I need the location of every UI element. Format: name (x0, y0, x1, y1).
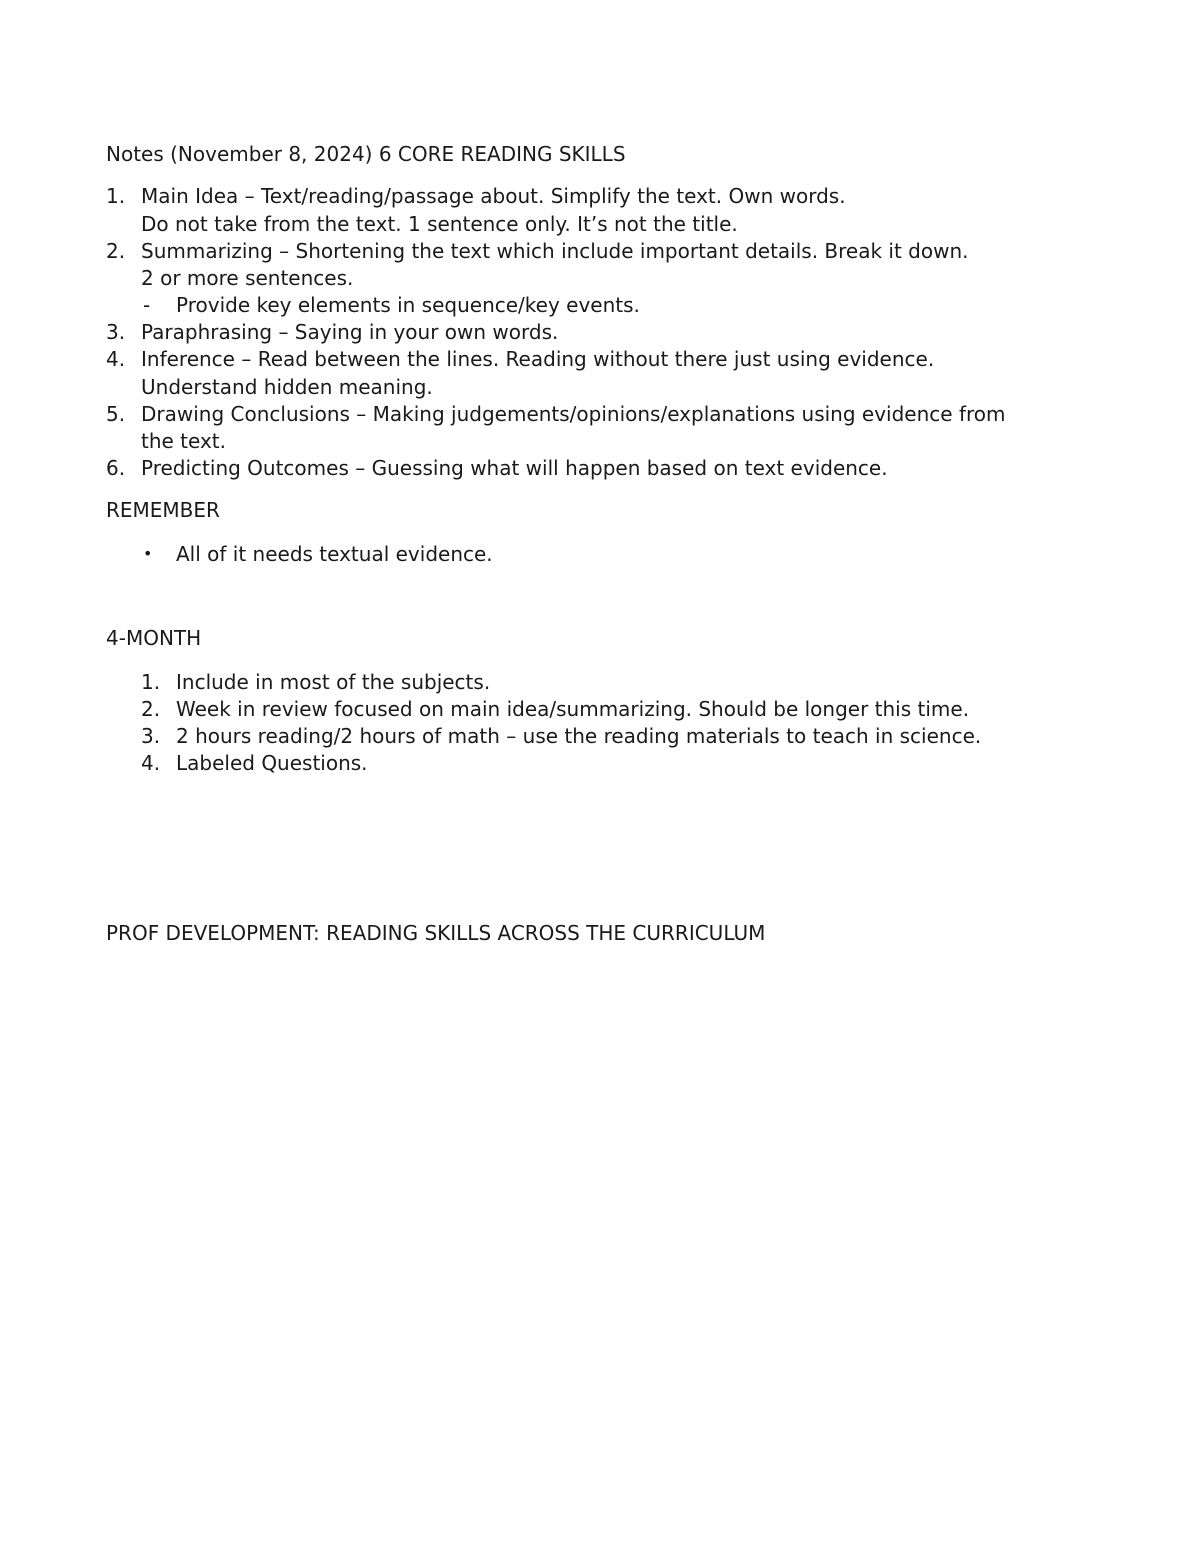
skill-5-line-2: the text. (141, 429, 227, 453)
remember-item: All of it needs textual evidence. (176, 542, 493, 566)
skill-4-line-1: Inference – Read between the lines. Reading without there just using evidence. (141, 347, 935, 371)
skill-4-number: 4. (106, 347, 126, 371)
skill-2-number: 2. (106, 239, 126, 263)
skill-2-line-2: 2 or more sentences. (141, 266, 354, 290)
skill-2-sub-marker: - (143, 293, 151, 317)
month-item-1-number: 1. (141, 670, 161, 694)
month-item-4: Labeled Questions. (176, 751, 368, 775)
skill-5-line-1: Drawing Conclusions – Making judgements/opinions/explanations using evidence from (141, 402, 1006, 426)
skill-6-line-1: Predicting Outcomes – Guessing what will happen based on text evidence. (141, 456, 888, 480)
skill-3-number: 3. (106, 320, 126, 344)
remember-bullet: • (143, 544, 153, 563)
skill-2-line-1: Summarizing – Shortening the text which include important details. Break it down. (141, 239, 969, 263)
month-item-2-number: 2. (141, 697, 161, 721)
notes-title: Notes (November 8, 2024) 6 CORE READING SKILLS (106, 142, 626, 166)
skill-1-number: 1. (106, 184, 126, 208)
skill-1-line-2: Do not take from the text. 1 sentence only. It’s not the title. (141, 212, 738, 236)
skill-1-line-1: Main Idea – Text/reading/passage about. Simplify the text. Own words. (141, 184, 846, 208)
month-item-2: Week in review focused on main idea/summarizing. Should be longer this time. (176, 697, 970, 721)
skill-4-line-2: Understand hidden meaning. (141, 375, 433, 399)
month-item-1: Include in most of the subjects. (176, 670, 491, 694)
month-item-3: 2 hours reading/2 hours of math – use the reading materials to teach in science. (176, 724, 982, 748)
prof-development-heading: PROF DEVELOPMENT: READING SKILLS ACROSS THE CURRICULUM (106, 921, 766, 945)
skill-6-number: 6. (106, 456, 126, 480)
month-heading: 4-MONTH (106, 626, 202, 650)
month-item-3-number: 3. (141, 724, 161, 748)
skill-2-sub-item: Provide key elements in sequence/key events. (176, 293, 640, 317)
skill-3-line-1: Paraphrasing – Saying in your own words. (141, 320, 559, 344)
month-item-4-number: 4. (141, 751, 161, 775)
skill-5-number: 5. (106, 402, 126, 426)
remember-heading: REMEMBER (106, 498, 220, 522)
